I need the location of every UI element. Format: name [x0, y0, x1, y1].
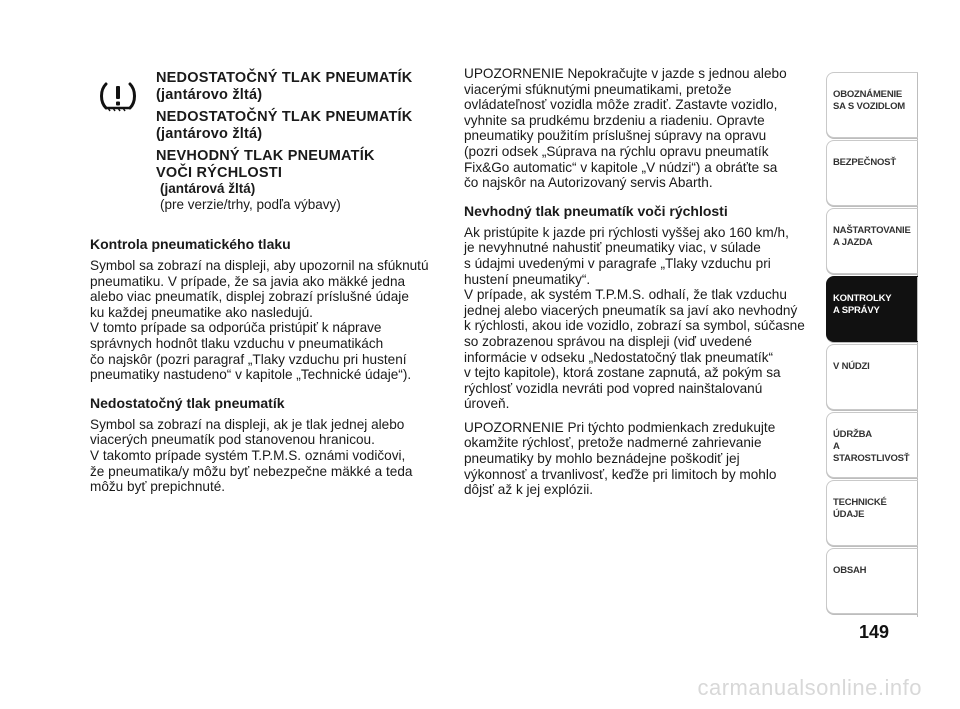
page-number: 149: [858, 622, 890, 642]
tab-bezpecnost[interactable]: BEZPEČNOSŤ: [826, 140, 918, 206]
heading-low-pressure-1: NEDOSTATOČNÝ TLAK PNEUMATÍK: [156, 70, 413, 86]
heading-speed-pressure-2: VOČI RÝCHLOSTI: [156, 164, 283, 181]
heading-color-1: (jantárovo žltá): [156, 86, 263, 103]
tab-udrzba[interactable]: ÚDRŽBA A STAROSTLIVOSŤ: [826, 412, 918, 478]
section-title-low-pressure: Nedostatočný tlak pneumatík: [90, 394, 285, 411]
paragraph-low-pressure: Symbol sa zobrazí na displeji, ak je tlak jednej alebo viacerých pneumatík pod stanovenou hranicou. V takomto prípade systém T.P.M.S. oznámi vodičovi, že pneumatika/y môžu byť nebezpečne mäkké a teda môžu byť prepichnuté.: [90, 416, 413, 495]
section-title-pressure-check: Kontrola pneumatického tlaku: [90, 236, 291, 252]
warning-headings: [156, 70, 456, 213]
tab-technicke-udaje[interactable]: TECHNICKÉ ÚDAJE: [826, 480, 918, 546]
paragraph-warning-1: UPOZORNENIE Nepokračujte v jazde s jednou alebo viacerými sfúknutými pneumatikami, pretože ovládateľnosť vozidla môže zradiť. Zastavte vozidlo, vyhnite sa prudkému brzdeniu a riadeniu. Opravte pneumatiky použitím príslušnej súpravy na opravu (pozri odsek „Súprava na rýchlu opravu pneumatík Fix&Go automatic“ v kapitole „V núdzi“) a obráťte sa čo najskôr na Autorizovaný servis Abarth.: [464, 66, 787, 191]
tire-pressure-warning-icon: [98, 80, 138, 112]
watermark: carmanualsonline.info: [697, 675, 922, 700]
heading-color-2: (jantárovo žltá): [156, 125, 263, 142]
paragraph-pressure-check: Symbol sa zobrazí na displeji, aby upozornil na sfúknutú pneumatiku. V prípade, že sa javia ako mäkké jedna alebo viac pneumatík, displej zobrazí príslušné údaje ku každej pneumatike ako nasledujú. V tomto prípade sa odporúča pristúpiť k náprave správnych hodnôt tlaku vzduchu v pneumatikách čo najskôr (pozri paragraf „Tlaky vzduchu pri hustení pneumatiky nastudeno“ v kapitole „Technické údaje“).: [90, 258, 429, 383]
paragraph-speed-pressure: Ak pristúpite k jazde pri rýchlosti vyššej ako 160 km/h, je nevyhnutné nahustiť pneumatiky viac, v súlade s údajmi uvedenými v paragrafe „Tlaky vzduchu pri hustení pneumatiky“. V prípade, ak systém T.P.M.S. odhalí, že tlak vzduchu jednej alebo viacerých pneumatík sa javí ako nevhodný k rýchlosti, akou ide vozidlo, zobrazí sa symbol, súčasne so zobrazenou správou na displeji (viď uvedené informácie v odseku „Nedostatočný tlak pneumatík“ v tejto kapitole), ktorá zostane zapnutá, až pokým sa rýchlosť vozidla nevráti pod vopred nainštalovanú úroveň.: [464, 224, 805, 412]
heading-speed-pressure: NEVHODNÝ TLAK PNEUMATÍK: [156, 148, 375, 164]
heading-low-pressure-2: NEDOSTATOČNÝ TLAK PNEUMATÍK: [156, 109, 413, 125]
heading-versions-note: (pre verzie/trhy, podľa výbavy): [160, 197, 341, 212]
tab-v-nudzi[interactable]: V NÚDZI: [826, 344, 918, 410]
heading-color-3: (jantárová žltá): [160, 181, 256, 196]
tab-nastartovanie[interactable]: NAŠTARTOVANIE A JAZDA: [826, 208, 918, 274]
section-title-speed-pressure: Nevhodný tlak pneumatík voči rýchlosti: [464, 202, 728, 219]
paragraph-warning-2: UPOZORNENIE Pri týchto podmienkach zredukujte okamžite rýchlosť, pretože nadmerné zahrievanie pneumatiky by mohlo beznádejne poškodiť jej výkonnosť a trvanlivosť, keďže pri limitoch by mohlo dôjsť až k jej explózii.: [464, 419, 777, 498]
left-column: [90, 236, 445, 495]
tab-oboznamenie[interactable]: OBOZNÁMENIE SA S VOZIDLOM: [826, 72, 918, 138]
tab-obsah[interactable]: OBSAH: [826, 548, 918, 614]
tab-kontrolky[interactable]: KONTROLKY A SPRÁVY: [826, 276, 918, 342]
right-column: [464, 66, 814, 498]
